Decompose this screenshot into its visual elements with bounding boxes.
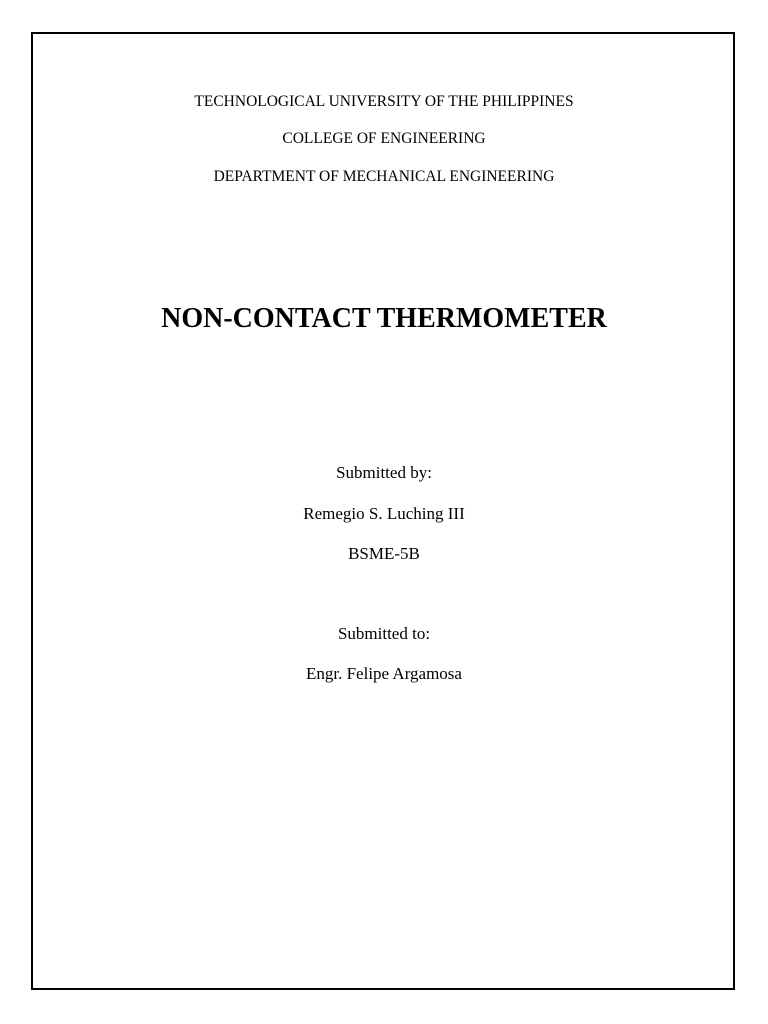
submitted-by-label: Submitted by: — [336, 463, 432, 482]
university-name: TECHNOLOGICAL UNIVERSITY OF THE PHILIPPINES — [194, 93, 574, 110]
document-title: NON-CONTACT THERMOMETER — [161, 303, 607, 334]
college-name: COLLEGE OF ENGINEERING — [282, 130, 486, 147]
submitted-to-label: Submitted to: — [337, 624, 431, 643]
recipient-name: Engr. Felipe Argamosa — [306, 664, 462, 683]
submitter-section: BSME-5B — [348, 544, 420, 563]
submitter-name: Remegio S. Luching III — [303, 504, 465, 523]
department-name: DEPARTMENT OF MECHANICAL ENGINEERING — [213, 168, 555, 185]
